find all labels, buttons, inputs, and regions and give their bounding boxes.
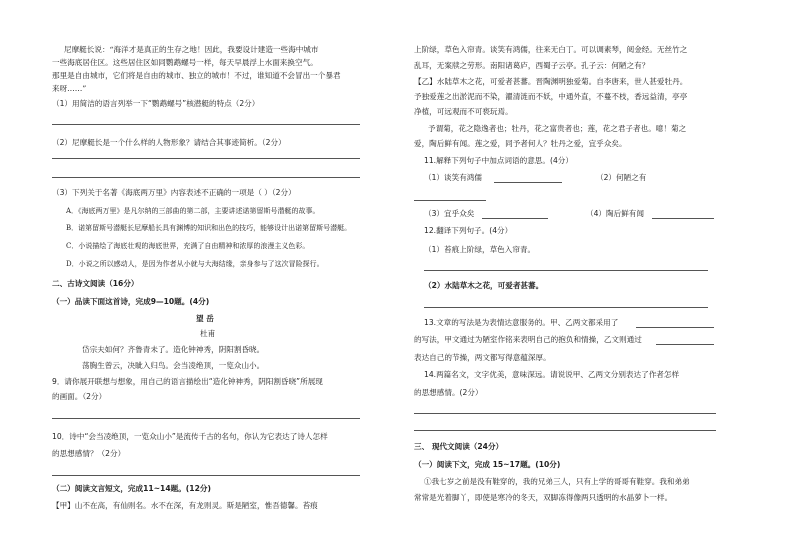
question-11-item-3: （3）宜乎众矣: [424, 209, 475, 218]
answer-line[interactable]: [414, 413, 716, 414]
answer-blank[interactable]: [636, 327, 714, 328]
question-1: （1）用简洁的语言列举一下“鹦鹉螺号”核潜艇的特点（2分）: [52, 99, 260, 108]
question-10-line-2: 的思想感情？（2分）: [52, 449, 126, 458]
answer-line[interactable]: [424, 270, 708, 271]
question-12-item-1: （1）苔痕上阶绿，草色入帘青。: [424, 245, 536, 254]
answer-blank[interactable]: [414, 200, 486, 201]
question-3: （3）下列关于名著《海底两万里》内容表述不正确的一项是（ ）（2分）: [52, 188, 296, 197]
poem-line-1: 岱宗夫如何？齐鲁青未了。造化钟神秀，阴阳割昏晓。: [82, 345, 265, 354]
intro-line-4: 来呀……”: [52, 84, 87, 93]
question-10-line-1: 10．诗中“会当凌绝顶，一览众山小”是流传千古的名句，你认为它表达了诗人怎样: [52, 432, 328, 441]
passage-yi-line-1: 【乙】水陆草木之花，可爱者甚蕃。晋陶渊明独爱菊。自李唐来，世人甚爱牡丹。: [414, 77, 688, 86]
question-11-item-4: （4）陶后鲜有闻: [586, 209, 644, 218]
section-3-heading: 三、 现代文阅读（24分）: [414, 442, 504, 451]
section-2-part-2: （二）阅读文言短文，完成11~14题。(12分): [52, 484, 211, 493]
passage-p1-line-2: 常常是光着脚丫，即使是寒冷的冬天，双脚冻得像两只透明的水晶萝卜一样。: [414, 493, 673, 502]
answer-line[interactable]: [52, 158, 360, 159]
passage-yi-line-5: 爱，陶后鲜有闻。莲之爱，同予者何人？牡丹之爱，宜乎众矣。: [414, 139, 627, 148]
poem-line-2: 荡胸生曾云，决眦入归鸟。会当凌绝顶，一览众山小。: [82, 361, 265, 370]
answer-line[interactable]: [424, 307, 708, 308]
question-2: （2）尼摩艇长是一个什么样的人物形象？请结合其事迹简析。（2分）: [52, 138, 286, 147]
option-b: B．诺第留斯号潜艇长尼摩船长具有渊博的知识和出色的技巧，能够设计出诺第留斯号潜艇。: [66, 224, 352, 232]
option-a: A．《海底两万里》是凡尔纳的三部曲的第二部，主要讲述诺第留斯号潜艇的故事。: [66, 207, 320, 215]
question-12: 12.翻译下列句子。(4分）: [424, 226, 513, 235]
section-2-heading: 二、古诗文阅读（16分）: [52, 279, 139, 288]
answer-blank[interactable]: [494, 182, 562, 183]
passage-p1-line-1: ①我七岁之前是没有鞋穿的，我的兄弟三人，只有上学的哥哥有鞋穿。我和弟弟: [424, 477, 690, 486]
question-11-item-2: （2）何陋之有: [596, 173, 647, 182]
passage-yi-line-2: 予独爱莲之出淤泥而不染，濯清涟而不妖，中通外直，不蔓不枝，香远益清，亭亭: [414, 92, 688, 101]
answer-blank[interactable]: [482, 218, 548, 219]
passage-jia-line-3: 乱耳，无案牍之劳形。南阳诸葛庐，西蜀子云亭。孔子云：何陋之有？: [414, 61, 650, 70]
answer-blank[interactable]: [656, 344, 714, 345]
poem-author: 杜甫: [200, 329, 216, 338]
question-11-item-1: （1）谈笑有鸿儒: [424, 173, 482, 182]
passage-jia-line-1: 【甲】山不在高，有仙则名。水不在深，有龙则灵。斯是陋室，惟吾德馨。苔痕: [52, 501, 318, 510]
question-11: 11.解释下列句子中加点词语的意思。(4分）: [424, 156, 573, 165]
question-13-line-3: 表达自己的节操，两文都写得意蕴深厚。: [414, 353, 551, 362]
answer-line[interactable]: [52, 475, 360, 476]
question-14-line-2: 的思想感情。(2分）: [414, 388, 483, 397]
passage-jia-line-2: 上阶绿，草色入帘青。谈笑有鸿儒，往来无白丁。可以调素琴，阅金经。无丝竹之: [414, 45, 688, 54]
answer-line[interactable]: [52, 177, 360, 178]
passage-yi-line-3: 净植，可远观而不可亵玩焉。: [414, 107, 513, 116]
intro-line-3: 那里是自由城市，它们将是自由的城市、独立的城市！不过，谁知道不会冒出一个暴君: [52, 71, 341, 80]
question-9-line-2: 的画面。（2分）: [52, 392, 107, 401]
answer-line[interactable]: [52, 124, 360, 125]
option-d: D．小说之所以感动人，是因为作者从小就与大海结缘，亲身参与了这次冒险探行。: [66, 260, 324, 268]
answer-blank[interactable]: [652, 218, 714, 219]
answer-line[interactable]: [52, 418, 360, 419]
passage-yi-line-4: 予谓菊，花之隐逸者也；牡丹，花之富贵者也；莲，花之君子者也。噫！菊之: [428, 124, 687, 133]
intro-line-1: 尼摩艇长说：“海洋才是真正的生存之地！因此，我要设计建造一些海中城市: [64, 45, 319, 54]
section-2-part-1: （一）品读下面这首诗，完成9—10题。(4分): [52, 297, 210, 306]
section-3-part-1: （一）阅读下文，完成 15~17题。(10分): [414, 460, 561, 469]
question-12-item-2: （2）水陆草木之花，可爱者甚蕃。: [424, 281, 544, 290]
intro-line-2: 一些海底居住区。这些居住区如同鹦鹉螺号一样，每天早晨浮上水面来换空气。: [52, 58, 318, 67]
option-c: C．小说描绘了海底壮观的海底世界，充满了自由精神和浓厚的浪漫主义色彩。: [66, 242, 310, 250]
question-13-line-2: 的写法，甲文通过为陋室作铭来表明自己的抱负和情操，乙文则通过: [414, 335, 642, 344]
question-14-line-1: 14.两篇名文，文字优美，意味深远。请说说甲、乙两文分别表达了作者怎样: [424, 370, 680, 379]
poem-title: 望 岳: [196, 314, 214, 323]
question-13-line-1: 13.文章的写法是为表情达意服务的。甲、乙两文都采用了: [424, 318, 619, 327]
answer-line[interactable]: [414, 430, 716, 431]
question-9-line-1: 9．请你展开联想与想象，用自己的语言描绘出“造化钟神秀，阴阳割昏晓”所展现: [52, 377, 323, 386]
